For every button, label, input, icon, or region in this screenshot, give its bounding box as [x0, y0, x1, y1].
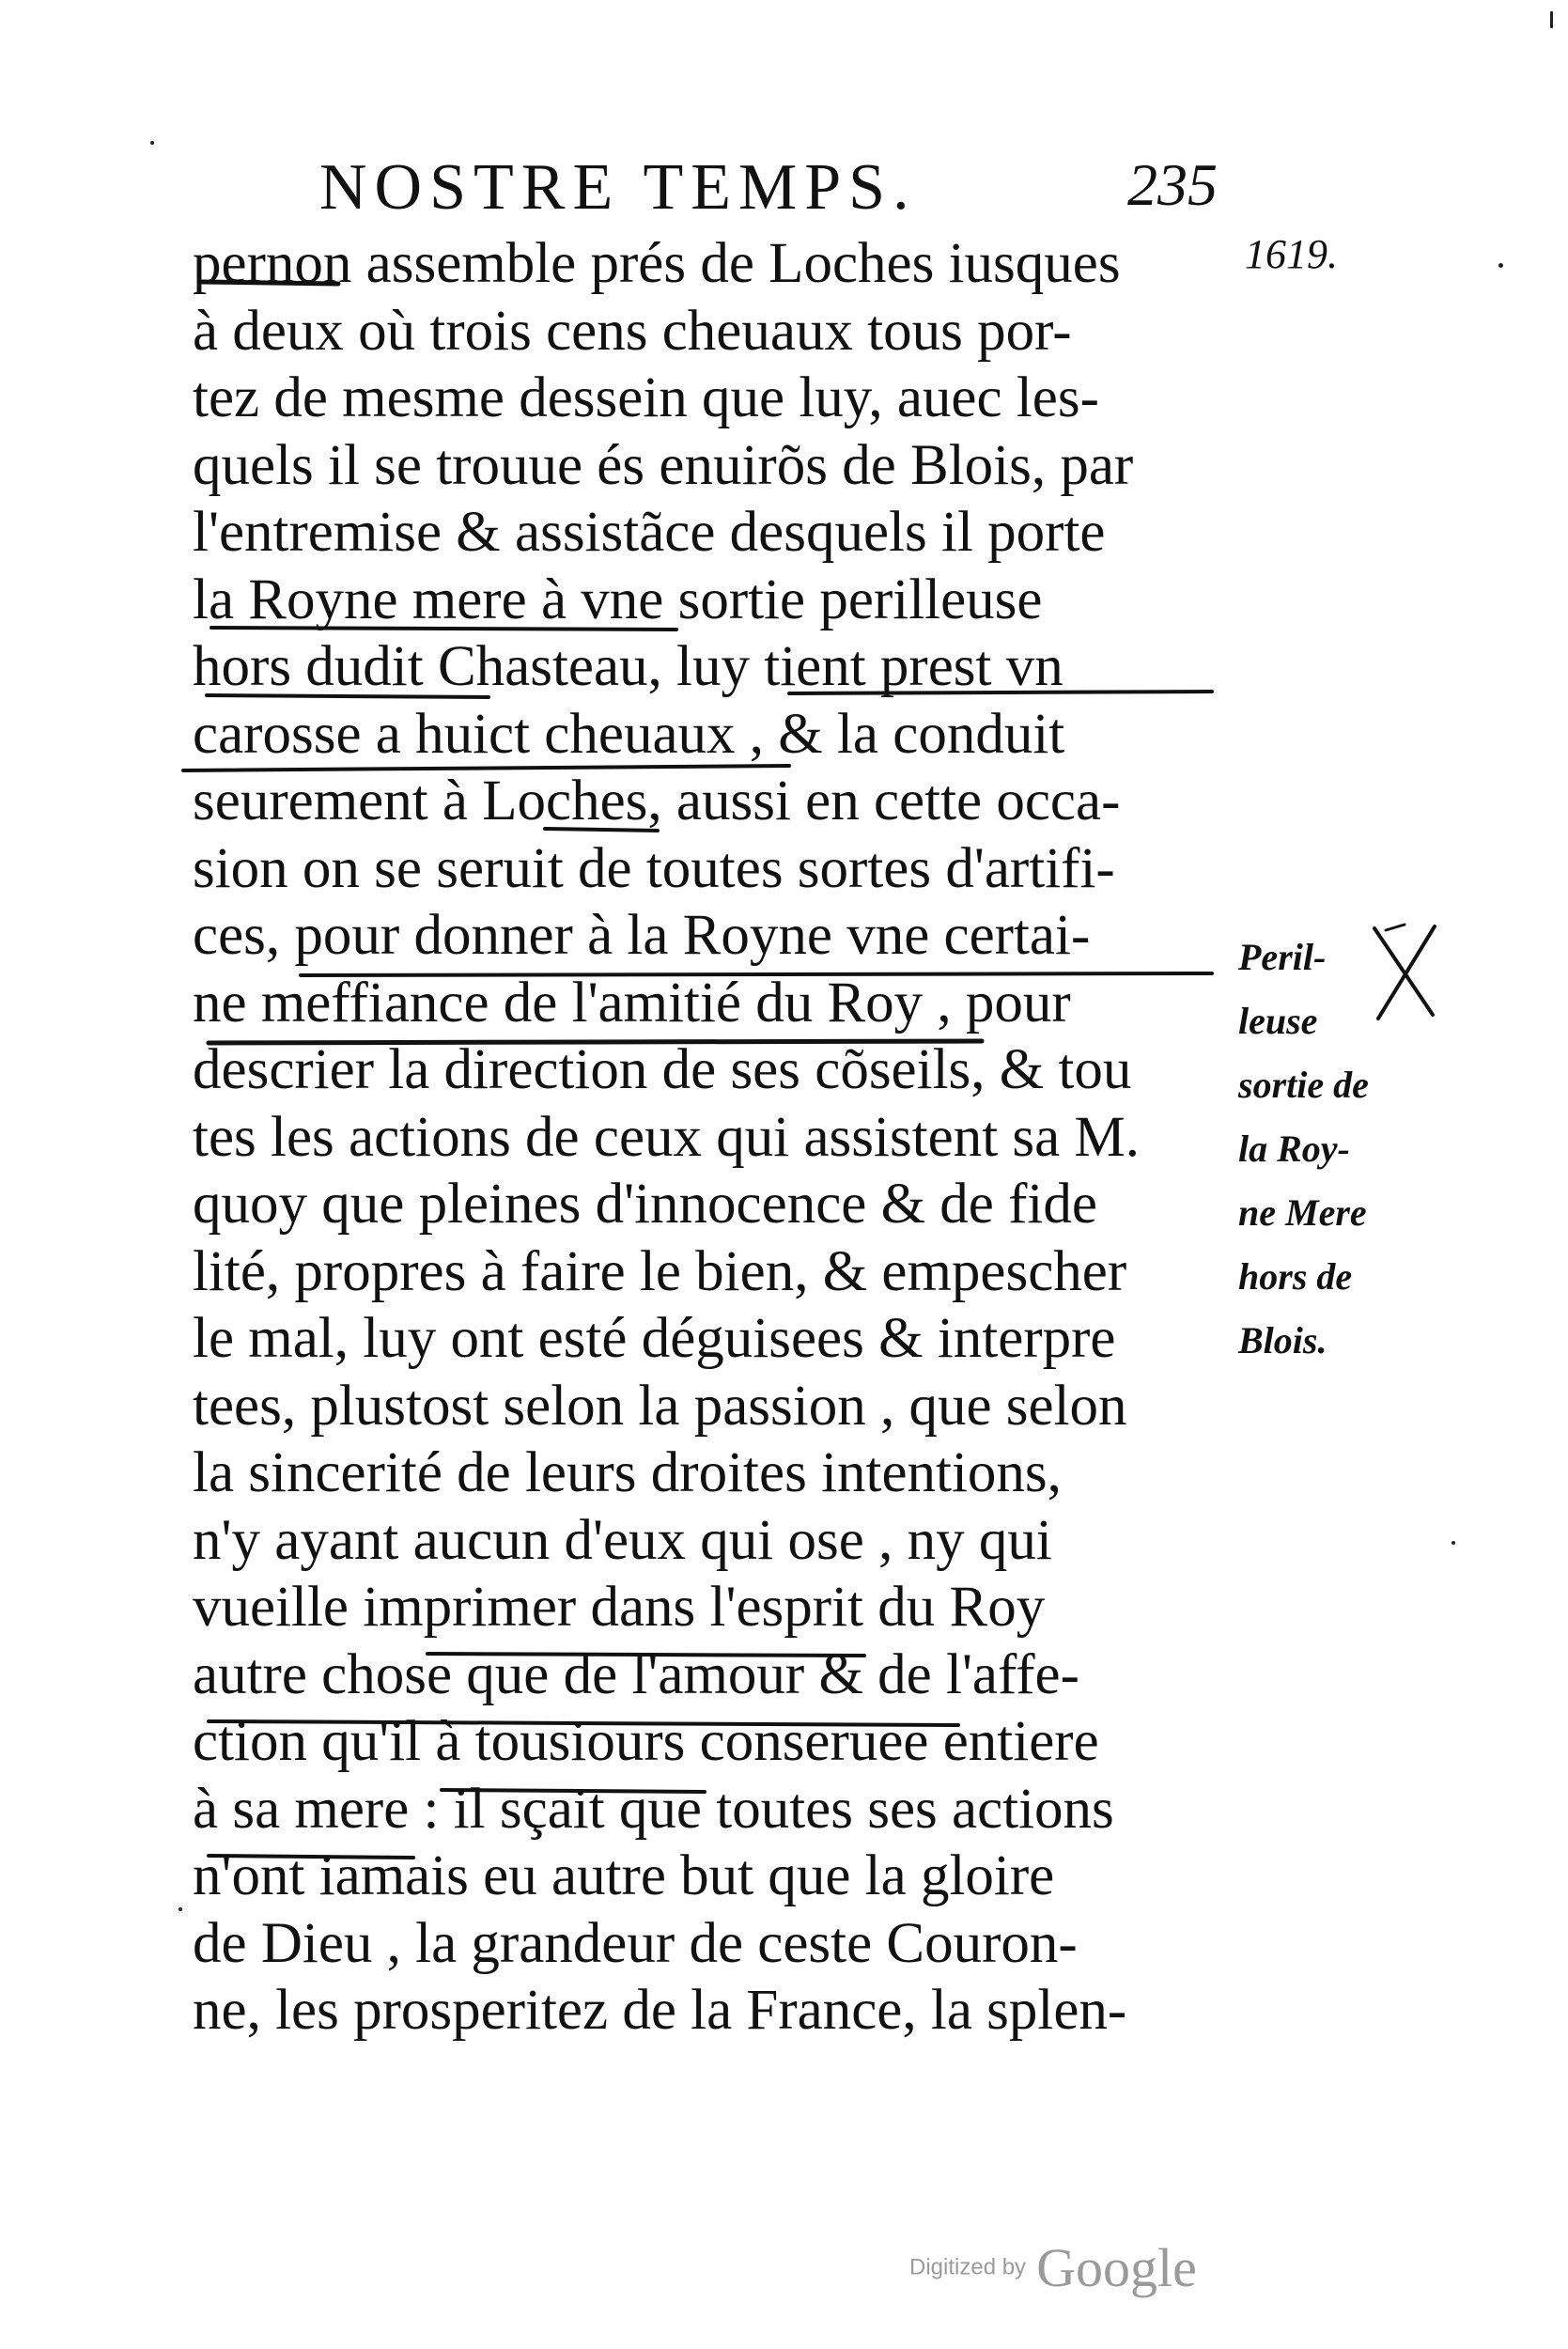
- body-line: le mal, luy ont esté déguisees & interpre: [193, 1307, 1116, 1370]
- running-title: NOSTRE TEMPS.: [319, 151, 917, 224]
- body-line: quoy que pleines d'innocence & de fide: [193, 1173, 1097, 1236]
- page-speck: [1498, 263, 1503, 268]
- page-speck: [1452, 1541, 1455, 1545]
- body-line: carosse a huict cheuaux , & la conduit: [193, 702, 1065, 766]
- body-line: la Royne mere à vne sortie perilleuse: [193, 568, 1043, 631]
- body-line: sion on se seruit de toutes sortes d'artifi-: [193, 836, 1115, 900]
- margin-note-line: leuse: [1238, 1000, 1318, 1042]
- underline-2: [211, 628, 676, 630]
- body-line: ction qu'il à tousiours conseruee entiere: [193, 1710, 1099, 1773]
- body-line: la sincerité de leurs droites intentions,: [193, 1441, 1062, 1504]
- body-line: autre chose que de l'amour & de l'affe-: [193, 1642, 1079, 1706]
- underline-12: [209, 1856, 413, 1858]
- body-line: seurement à Loches, aussi en cette occa-: [193, 770, 1121, 832]
- underline-8: [209, 1041, 982, 1043]
- digitized-by-label: Digitized by: [909, 2254, 1027, 2280]
- google-logo-text: Google: [1036, 2237, 1197, 2298]
- underline-9: [427, 1654, 864, 1656]
- underline-3: [207, 695, 489, 697]
- body-line: tez de mesme dessein que luy, auec les-: [193, 366, 1099, 429]
- body-line: pernon assemble prés de Loches iusques: [193, 232, 1121, 295]
- margin-note-line: la Roy-: [1238, 1128, 1350, 1170]
- underline-6: [545, 829, 658, 831]
- body-line: vueille imprimer dans l'esprit du Roy: [193, 1576, 1046, 1639]
- margin-year: 1619.: [1245, 231, 1338, 277]
- margin-note-line: ne Mere: [1238, 1191, 1367, 1234]
- body-line: n'y ayant aucun d'eux qui ose , ny qui: [193, 1508, 1052, 1572]
- body-line: tes les actions de ceux qui assistent sa M.: [193, 1105, 1140, 1169]
- underline-1: [202, 282, 338, 284]
- body-line: descrier la direction de ses cõseils, & tou: [193, 1038, 1132, 1101]
- body-line: ces, pour donner à la Royne vne certai-: [193, 904, 1091, 967]
- page-speck: [150, 141, 154, 145]
- body-line: ne meffiance de l'amitié du Roy , pour: [193, 971, 1071, 1034]
- underline-11: [442, 1790, 705, 1792]
- underline-4: [789, 692, 1212, 693]
- page-speck: [179, 1907, 182, 1911]
- body-line: lité, propres à faire le bien, & empescher: [193, 1239, 1127, 1303]
- body-line: de Dieu , la grandeur de ceste Couron-: [193, 1911, 1078, 1975]
- margin-note-line: hors de: [1238, 1255, 1353, 1298]
- margin-note-line: Blois.: [1238, 1319, 1327, 1361]
- body-line: ne, les prosperitez de la France, la splen-: [193, 1979, 1127, 2042]
- body-line: n'ont iamais eu autre but que la gloire: [193, 1844, 1055, 1907]
- underline-7: [301, 973, 1212, 975]
- margin-note-line: Peril-: [1238, 936, 1327, 978]
- body-line: à deux où trois cens cheuaux tous por-: [193, 299, 1072, 363]
- underline-10: [209, 1721, 958, 1725]
- page-speck: [1550, 11, 1553, 28]
- margin-note-line: sortie de: [1238, 1064, 1369, 1106]
- underline-5: [183, 766, 789, 770]
- digitized-by-google-watermark: [909, 2236, 1197, 2299]
- body-line: hors dudit Chasteau, luy tient prest vn: [193, 635, 1063, 698]
- page-number: 235: [1127, 151, 1218, 218]
- body-line: l'entremise & assistãce desquels il porte: [193, 501, 1106, 564]
- body-line: tees, plustost selon la passion , que selon: [193, 1374, 1127, 1438]
- body-line: quels il se trouue és enuirõs de Blois, par: [193, 433, 1134, 497]
- body-line: à sa mere : il sçait que toutes ses actions: [193, 1777, 1114, 1841]
